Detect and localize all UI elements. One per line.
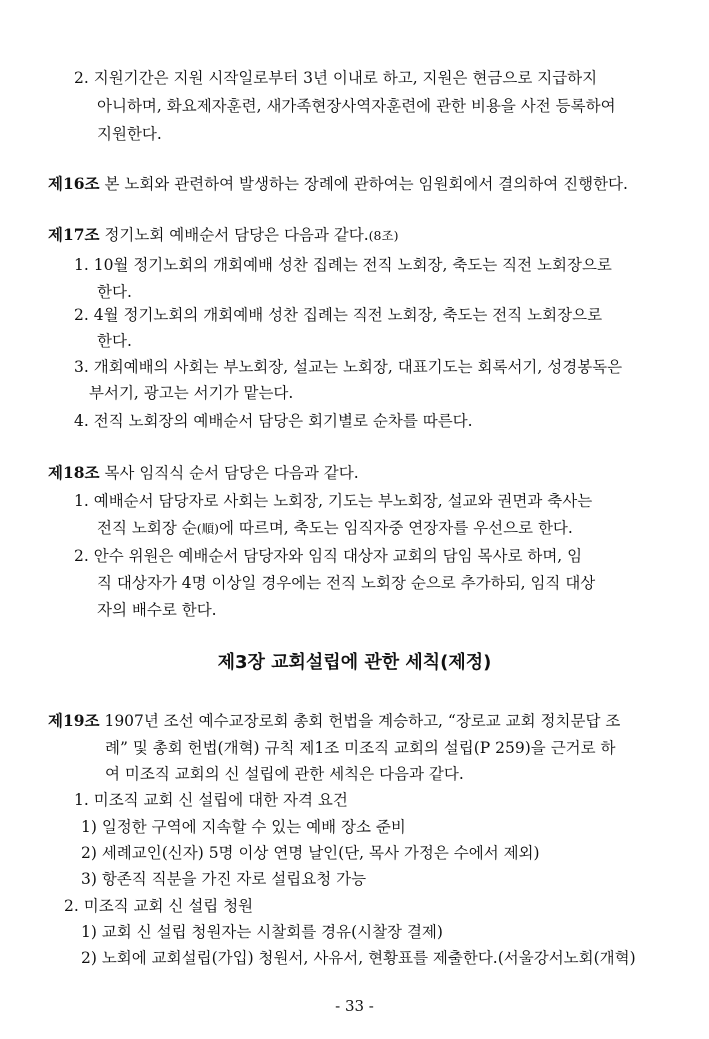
article-17	[48, 225, 398, 246]
article-18-item-2-line-1: 2. 안수 위원은 예배순서 담당자와 임직 대상자 교회의 담임 목사로 하며, 임	[74, 547, 583, 565]
article-19-line-1: 1907년 조선 예수교장로회 총회 헌법을 계승하고, “장로교 교회 정치문답 조	[99, 712, 621, 730]
article-19-label: 제19조	[48, 711, 100, 730]
article-18-text: 목사 임직식 순서 담당은 다음과 같다.	[99, 464, 359, 482]
article-16-text: 본 노회와 관련하여 발생하는 장례에 관하여는 임원회에서 결의하여 진행한다.	[99, 175, 628, 193]
article-18-item-1-hanja: (順)	[196, 521, 219, 536]
item-2-line-2: 아니하며, 화요제자훈련, 새가족현장사역자훈련에 관한 비용을 사전 등록하여	[97, 97, 616, 115]
article-17-item-3-line-2: 부서기, 광고는 서기가 맡는다.	[89, 384, 294, 402]
article-18	[48, 463, 359, 483]
article-18-item-1-line-2	[97, 518, 573, 539]
article-17-label: 제17조	[48, 225, 100, 244]
article-19-section-1: 1. 미조직 교회 신 설립에 대한 자격 요건	[74, 791, 348, 809]
article-17-text: 정기노회 예배순서 담당은 다음과 같다.	[99, 226, 369, 244]
article-18-item-1-line-2a: 전직 노회장 순	[97, 519, 197, 537]
article-19-section-1-item-3: 3) 항존직 직분을 가진 자로 설립요청 가능	[81, 870, 367, 888]
article-18-item-2-line-3: 자의 배수로 한다.	[97, 601, 217, 619]
article-19-section-2-item-2: 2) 노회에 교회설립(가입) 청원서, 사유서, 현황표를 제출한다.(서울강서노회(개혁)	[81, 949, 636, 967]
chapter-3-title: 제3장 교회설립에 관한 세칙(제정)	[217, 652, 492, 673]
article-19	[48, 711, 620, 731]
article-18-item-2-line-2: 직 대상자가 4명 이상일 경우에는 전직 노회장 순으로 추가하되, 임직 대상	[97, 574, 596, 592]
article-18-item-1-line-2c: 에 따르며, 축도는 임직자중 연장자를 우선으로 한다.	[218, 519, 573, 537]
article-19-section-2-item-1: 1) 교회 신 설립 청원자는 시찰회를 경유(시찰장 결제)	[81, 923, 443, 941]
article-17-item-2-line-1: 2. 4월 정기노회의 개회예배 성찬 집례는 직전 노회장, 축도는 전직 노회장으로	[74, 306, 603, 324]
item-2-line-1: 2. 지원기간은 지원 시작일로부터 3년 이내로 하고, 지원은 현금으로 지급하지	[74, 69, 598, 87]
article-17-item-1-line-2: 한다.	[97, 283, 132, 301]
article-17-item-4-line-1: 4. 전직 노회장의 예배순서 담당은 회기별로 순차를 따른다.	[74, 412, 473, 430]
page-number: - 33 -	[335, 997, 374, 1015]
article-19-line-3: 여 미조직 교회의 신 설립에 관한 세칙은 다음과 같다.	[105, 765, 464, 783]
item-2-line-3: 지원한다.	[97, 125, 162, 143]
article-17-ref: (8조)	[368, 228, 399, 243]
article-18-label: 제18조	[48, 463, 100, 482]
article-17-item-2-line-2: 한다.	[97, 332, 132, 350]
article-16	[48, 174, 628, 194]
article-19-section-2: 2. 미조직 교회 신 설립 청원	[64, 897, 254, 915]
article-17-item-3-line-1: 3. 개회예배의 사회는 부노회장, 설교는 노회장, 대표기도는 회록서기, 성경봉독은	[74, 358, 623, 376]
article-16-label: 제16조	[48, 174, 100, 193]
article-19-section-1-item-2: 2) 세례교인(신자) 5명 이상 연명 날인(단, 목사 가정은 수에서 제외)	[81, 844, 540, 862]
article-17-item-1-line-1: 1. 10월 정기노회의 개회예배 성찬 집례는 전직 노회장, 축도는 직전 노회장으로	[74, 256, 612, 274]
article-19-section-1-item-1: 1) 일정한 구역에 지속할 수 있는 예배 장소 준비	[81, 818, 406, 836]
article-18-item-1-line-1: 1. 예배순서 담당자로 사회는 노회장, 기도는 부노회장, 설교와 권면과 축사는	[74, 492, 593, 510]
article-19-line-2: 례” 및 총회 헌법(개혁) 규칙 제1조 미조직 교회의 설립(P 259)을 근거로 하	[105, 739, 616, 757]
